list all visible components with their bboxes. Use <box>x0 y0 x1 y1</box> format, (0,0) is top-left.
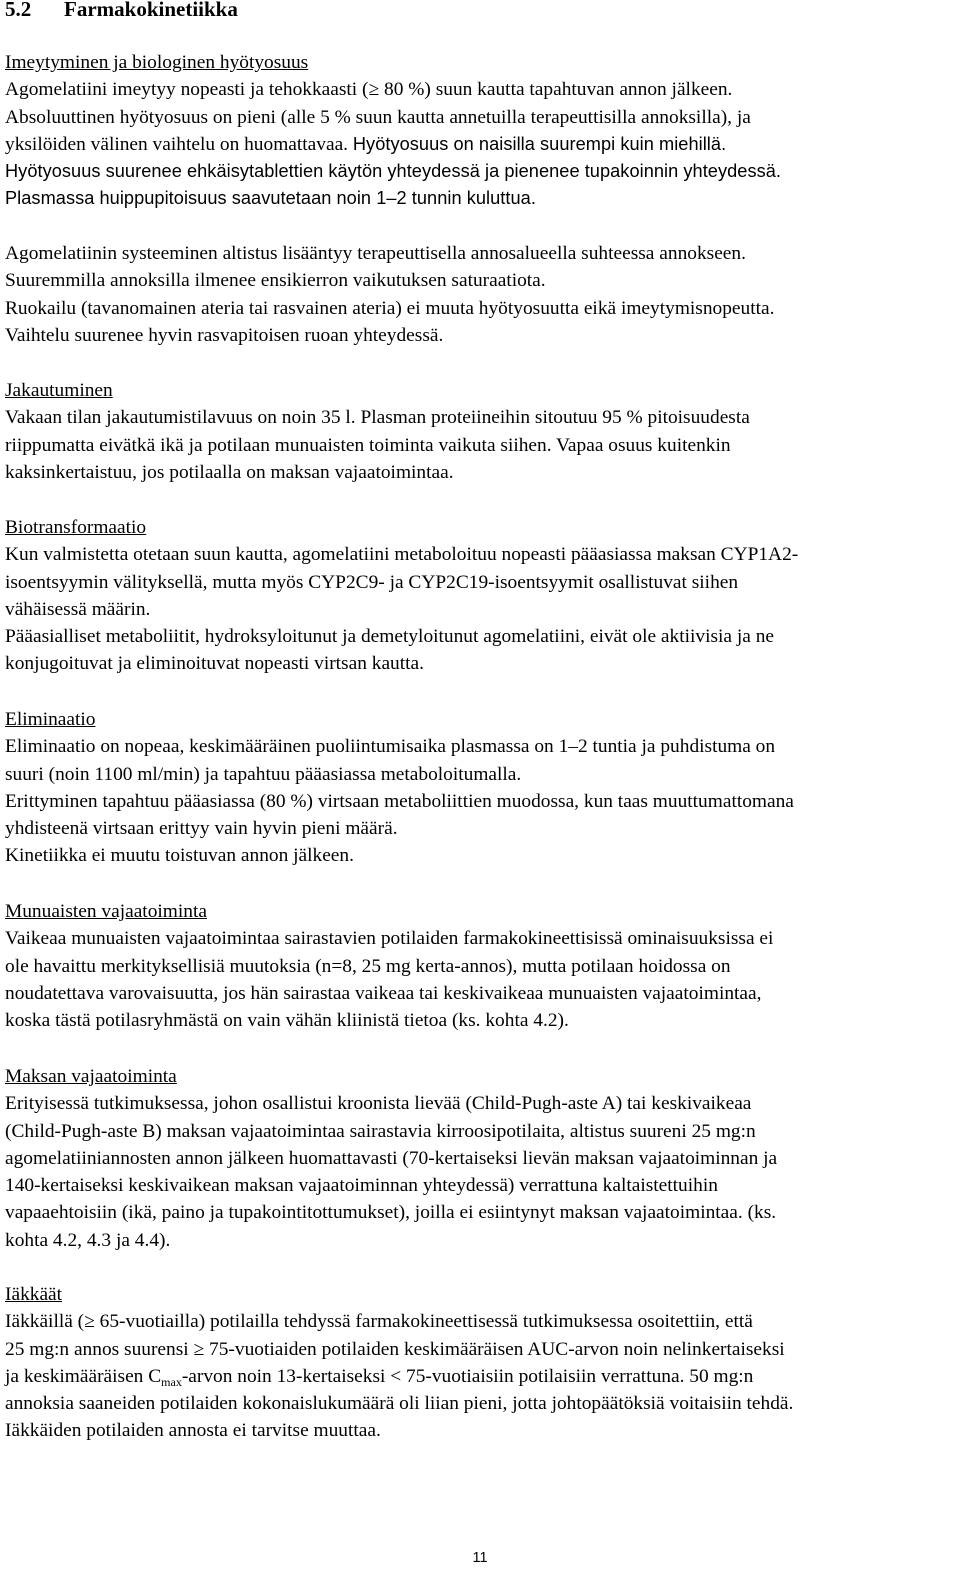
renal-section <box>5 898 960 1034</box>
paragraph-line: (Child-Pugh-aste B) maksan vajaatoimintaa sairastavia kirroosipotilaita, altistus suureni 25 mg:n <box>5 1120 756 1142</box>
paragraph-line: isoentsyymin välityksellä, mutta myös CYP2C9- ja CYP2C19-isoentsyymit osallistuvat siihen <box>5 571 739 593</box>
paragraph-line: Eliminaatio on nopeaa, keskimääräinen puoliintumisaika plasmassa on 1–2 tuntia ja puhdistuma on <box>5 736 776 758</box>
paragraph-line: suuri (noin 1100 ml/min) ja tapahtuu pääasiassa metaboloitumalla. <box>5 763 522 785</box>
distribution-section <box>5 377 960 486</box>
hepatic-section <box>5 1063 960 1254</box>
paragraph-line: Ruokailu (tavanomainen ateria tai rasvainen ateria) ei muuta hyötyosuutta eikä imeytymisnopeutta. <box>5 297 775 319</box>
section-title: Farmakokinetiikka <box>64 0 238 21</box>
paragraph-line: Kinetiikka ei muutu toistuvan annon jälkeen. <box>5 845 354 867</box>
section-heading <box>5 0 238 23</box>
hepatic-heading: Maksan vajaatoiminta <box>5 1066 177 1087</box>
paragraph-line: noudatettava varovaisuutta, jos hän sairastaa vaikeaa tai keskivaikeaa munuaisten vajaatoimintaa, <box>5 982 762 1004</box>
paragraph-line: Vaihtelu suurenee hyvin rasvapitoisen ruoan yhteydessä. <box>5 324 444 346</box>
paragraph-line: Agomelatiini imeytyy nopeasti ja tehokkaasti (≥ 80 %) suun kautta tapahtuvan annon jälkeen. <box>5 79 733 101</box>
page-number: 11 <box>472 1550 488 1566</box>
paragraph-line: Kun valmistetta otetaan suun kautta, agomelatiini metaboloituu nopeasti pääasiassa maksan CYP1A2- <box>5 544 799 566</box>
absorption-section <box>5 49 960 349</box>
elimination-heading: Eliminaatio <box>5 709 96 730</box>
paragraph-line: Absoluuttinen hyötyosuus on pieni (alle 5 % suun kautta annetuilla terapeuttisilla annoksilla), ja <box>5 106 751 128</box>
section-number: 5.2 <box>5 0 32 21</box>
paragraph-line: 25 mg:n annos suurensi ≥ 75-vuotiaiden potilaiden keskimääräisen AUC-arvon noin nelinkertaiseksi <box>5 1338 785 1360</box>
paragraph-line: Agomelatiinin systeeminen altistus lisääntyy terapeuttisella annosalueella suhteessa annokseen. <box>5 243 746 265</box>
paragraph-line: vapaaehtoisiin (ikä, paino ja tupakointitottumukset), joilla ei esiintynyt maksan vajaatoimintaa. (ks. <box>5 1202 777 1224</box>
paragraph-line: ole havaittu merkityksellisiä muutoksia (n=8, 25 mg kerta-annos), mutta potilaan hoidossa on <box>5 955 731 977</box>
paragraph-line: Iäkkäillä (≥ 65-vuotiailla) potilailla tehdyssä farmakokineettisessä tutkimuksessa osoitettiin, että <box>5 1311 753 1333</box>
paragraph-line: konjugoituvat ja eliminoituvat nopeasti virtsan kautta. <box>5 653 424 675</box>
absorption-heading: Imeytyminen ja biologinen hyötyosuus <box>5 52 309 73</box>
paragraph-line: Pääasialliset metaboliitit, hydroksyloitunut ja demetyloitunut agomelatiini, eivät ole aktiivisia ja ne <box>5 626 774 648</box>
paragraph-line: riippumatta eivätkä ikä ja potilaan munuaisten toiminta vaikuta siihen. Vapaa osuus kuitenkin <box>5 434 731 456</box>
paragraph-line: agomelatiiniannosten annon jälkeen huomattavasti (70-kertaiseksi lievän maksan vajaatoiminnan ja <box>5 1147 778 1169</box>
elimination-section <box>5 706 960 870</box>
paragraph-line: Vaikeaa munuaisten vajaatoimintaa sairastavien potilaiden farmakokineettisissä ominaisuuksissa ei <box>5 928 774 950</box>
paragraph-line: 140-kertaiseksi keskivaikean maksan vajaatoiminnan yhteydessä) verrattuna kaltaistettuihin <box>5 1175 718 1197</box>
paragraph-line: Erittyminen tapahtuu pääasiassa (80 %) virtsaan metaboliittien muodossa, kun taas muuttumattomana <box>5 790 794 812</box>
paragraph-line: annoksia saaneiden potilaiden kokonaislukumäärä oli liian pieni, jotta johtopäätöksiä voitaisiin tehdä. <box>5 1393 794 1415</box>
paragraph-line: kaksinkertaistuu, jos potilaalla on maksan vajaatoimintaa. <box>5 461 454 483</box>
renal-heading: Munuaisten vajaatoiminta <box>5 901 207 922</box>
paragraph-line: yhdisteenä virtsaan erittyy vain hyvin pieni määrä. <box>5 818 398 840</box>
paragraph-line: vähäisessä määrin. <box>5 598 151 620</box>
paragraph-line: Hyötyosuus suurenee ehkäisytablettien käytön yhteydessä ja pienenee tupakoinnin yhteydessä. <box>5 161 781 182</box>
paragraph-line: Iäkkäiden potilaiden annosta ei tarvitse muuttaa. <box>5 1420 381 1442</box>
biotransformation-heading: Biotransformaatio <box>5 517 147 538</box>
paragraph-line: Suuremmilla annoksilla ilmenee ensikierron vaikutuksen saturaatiota. <box>5 270 546 292</box>
distribution-heading: Jakautuminen <box>5 380 113 401</box>
paragraph-spacer <box>5 213 960 240</box>
paragraph-line: Vakaan tilan jakautumistilavuus on noin 35 l. Plasman proteiineihin sitoutuu 95 % pitoisuudesta <box>5 407 750 429</box>
elderly-section <box>5 1281 960 1445</box>
paragraph-line: Plasmassa huippupitoisuus saavutetaan noin 1–2 tunnin kuluttua. <box>5 188 536 209</box>
paragraph-line: yksilöiden välinen vaihtelu on huomattavaa. Hyötyosuus on naisilla suurempi kuin miehillä. <box>5 133 727 155</box>
biotransformation-section <box>5 514 960 678</box>
paragraph-line: ja keskimääräisen $C_{max}$-arvon noin 13-kertaiseksi < 75-vuotiaisiin potilaisiin verrattuna. 50 mg:n <box>5 1365 754 1389</box>
paragraph-line: koska tästä potilasryhmästä on vain vähän kliinistä tietoa (ks. kohta 4.2). <box>5 1010 569 1032</box>
elderly-heading: Iäkkäät <box>5 1284 63 1305</box>
paragraph-line: Erityisessä tutkimuksessa, johon osallistui kroonista lievää (Child-Pugh-aste A) tai keskivaikeaa <box>5 1093 752 1115</box>
paragraph-line: kohta 4.2, 4.3 ja 4.4). <box>5 1229 171 1251</box>
